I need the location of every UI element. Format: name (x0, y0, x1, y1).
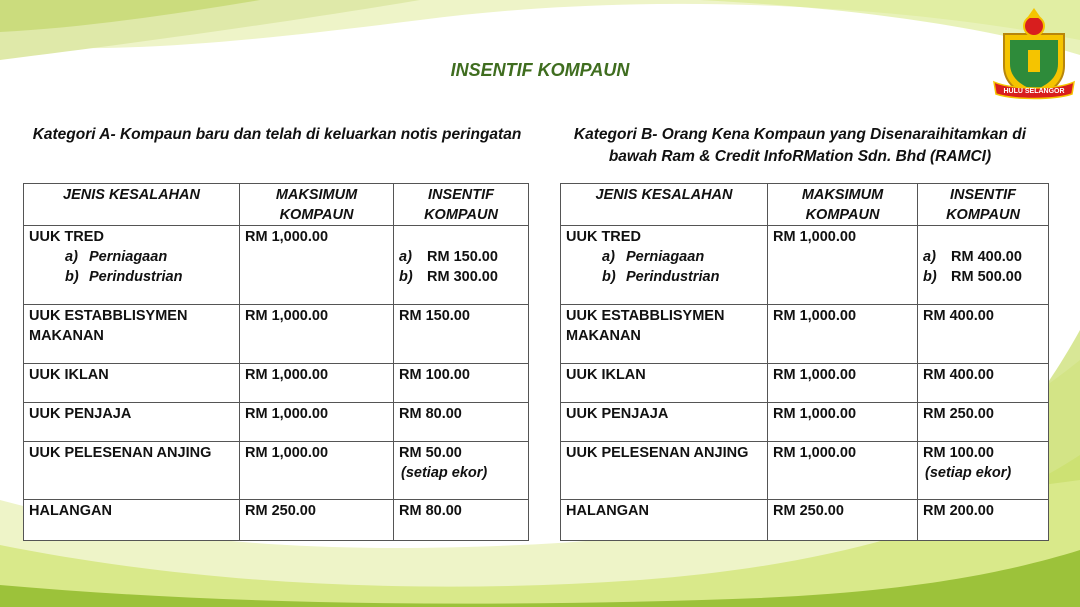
header-insentif-kompaun: INSENTIF KOMPAUN (918, 184, 1049, 226)
max-compound: RM 1,000.00 (768, 226, 918, 305)
incentive-cell (394, 442, 529, 500)
table-row (24, 305, 529, 364)
category-a-table (23, 183, 529, 541)
incentive-cell (918, 442, 1049, 500)
incentive-note: (setiap ekor) (401, 465, 488, 481)
max-compound: RM 1,000.00 (240, 226, 394, 305)
sub-marker: a) (602, 249, 615, 265)
incentive-value: RM 500.00 (951, 269, 1022, 285)
sub-label: Perniagaan (89, 249, 168, 265)
table-row (561, 500, 1049, 541)
incentive-cell (918, 226, 1049, 305)
header-jenis-kesalahan: JENIS KESALAHAN (561, 184, 768, 226)
incentive-marker: b) (923, 269, 937, 285)
incentive-value: RM 100.00 (923, 445, 994, 461)
table-row (24, 226, 529, 305)
max-compound: RM 1,000.00 (768, 403, 918, 442)
offence-sub-item (566, 267, 762, 287)
offence-sub-item (29, 247, 234, 267)
offence-cell (24, 226, 240, 305)
sub-label: Perindustrian (626, 269, 720, 285)
offence-name: UUK TRED (566, 229, 641, 245)
incentive-value: RM 150.00 (427, 249, 498, 265)
header-maksimum-kompaun: MAKSIMUM KOMPAUN (768, 184, 918, 226)
incentive-value: RM 100.00 (394, 364, 529, 403)
incentive-marker: a) (923, 249, 936, 265)
table-row (24, 364, 529, 403)
table-row (561, 364, 1049, 403)
sub-marker: b) (602, 269, 616, 285)
table-row (24, 403, 529, 442)
category-b-table (560, 183, 1049, 541)
incentive-value: RM 200.00 (918, 500, 1049, 541)
hulu-selangor-crest-logo (992, 4, 1076, 104)
page-title: INSENTIF KOMPAUN (450, 60, 630, 80)
table-row (561, 403, 1049, 442)
max-compound: RM 1,000.00 (768, 442, 918, 500)
incentive-cell (394, 226, 529, 305)
offence-sub-item (566, 247, 762, 267)
table-row (561, 305, 1049, 364)
table-row (24, 442, 529, 500)
max-compound: RM 1,000.00 (240, 442, 394, 500)
sub-marker: a) (65, 249, 78, 265)
header-jenis-kesalahan: JENIS KESALAHAN (24, 184, 240, 226)
offence-name: UUK ESTABBLISYMEN MAKANAN (561, 305, 768, 364)
incentive-marker: b) (399, 269, 413, 285)
max-compound: RM 1,000.00 (240, 305, 394, 364)
incentive-value: RM 250.00 (918, 403, 1049, 442)
offence-name: UUK PENJAJA (24, 403, 240, 442)
sub-label: Perindustrian (89, 269, 183, 285)
max-compound: RM 1,000.00 (768, 305, 918, 364)
incentive-item (923, 267, 1043, 287)
incentive-value: RM 150.00 (394, 305, 529, 364)
logo-text: HULU SELANGOR (1003, 88, 1065, 95)
incentive-value: RM 300.00 (427, 269, 498, 285)
max-compound: RM 1,000.00 (768, 364, 918, 403)
incentive-value: RM 400.00 (918, 364, 1049, 403)
category-b-heading: Kategori B- Orang Kena Kompaun yang Disenaraihitamkan di bawah Ram & Credit InfoRMation Sdn. Bhd (RAMCI) (573, 126, 1027, 165)
max-compound: RM 250.00 (240, 500, 394, 541)
offence-name: UUK IKLAN (24, 364, 240, 403)
offence-name: UUK PENJAJA (561, 403, 768, 442)
header-maksimum-kompaun: MAKSIMUM KOMPAUN (240, 184, 394, 226)
sub-label: Perniagaan (626, 249, 705, 265)
table-header-row (561, 184, 1049, 226)
incentive-item (923, 247, 1043, 267)
offence-name: UUK IKLAN (561, 364, 768, 403)
table-header-row (24, 184, 529, 226)
incentive-note: (setiap ekor) (925, 465, 1012, 481)
table-row (24, 500, 529, 541)
sub-marker: b) (65, 269, 79, 285)
incentive-item (399, 267, 523, 287)
table-row (561, 226, 1049, 305)
max-compound: RM 250.00 (768, 500, 918, 541)
incentive-value: RM 80.00 (394, 500, 529, 541)
offence-name: HALANGAN (561, 500, 768, 541)
header-insentif-kompaun: INSENTIF KOMPAUN (394, 184, 529, 226)
offence-name: UUK PELESENAN ANJING (561, 442, 768, 500)
offence-name: UUK TRED (29, 229, 104, 245)
offence-sub-item (29, 267, 234, 287)
offence-name: UUK PELESENAN ANJING (24, 442, 240, 500)
incentive-value: RM 80.00 (394, 403, 529, 442)
incentive-marker: a) (399, 249, 412, 265)
offence-cell (561, 226, 768, 305)
offence-name: UUK ESTABBLISYMEN MAKANAN (24, 305, 240, 364)
incentive-value: RM 400.00 (918, 305, 1049, 364)
max-compound: RM 1,000.00 (240, 403, 394, 442)
incentive-value: RM 50.00 (399, 445, 462, 461)
max-compound: RM 1,000.00 (240, 364, 394, 403)
table-row (561, 442, 1049, 500)
category-a-heading: Kategori A- Kompaun baru dan telah di keluarkan notis peringatan (32, 126, 522, 143)
incentive-item (399, 247, 523, 267)
offence-name: HALANGAN (24, 500, 240, 541)
incentive-value: RM 400.00 (951, 249, 1022, 265)
